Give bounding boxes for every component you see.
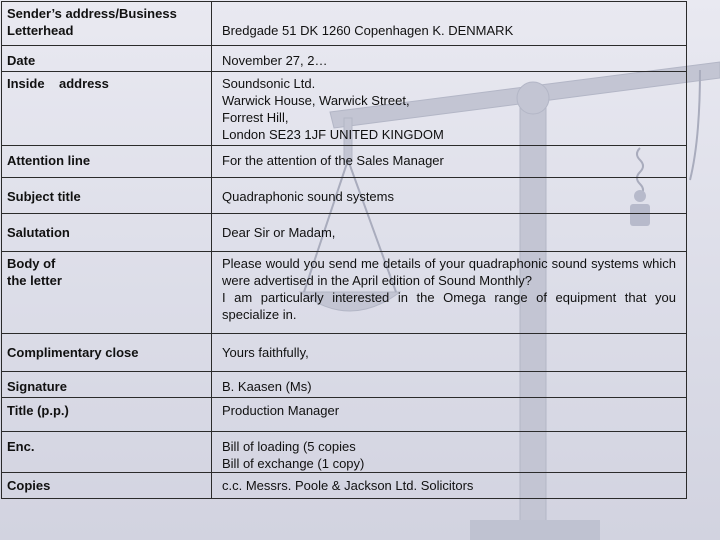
row-label: Salutation	[2, 214, 212, 252]
row-label	[2, 252, 212, 334]
table-row-inside-address	[2, 72, 687, 146]
row-label: Signature	[2, 372, 212, 398]
row-label: Inside address	[2, 72, 212, 146]
table-row-sender	[2, 2, 687, 46]
table-row-salutation	[2, 214, 687, 252]
row-value: Bill of loading (5 copies Bill of exchange (1 copy)	[212, 432, 687, 473]
table-row-copies	[2, 473, 687, 499]
row-value: Quadraphonic sound systems	[212, 178, 687, 214]
row-label: Attention line	[2, 146, 212, 178]
table-row-enclosures	[2, 432, 687, 473]
table-row-signature	[2, 372, 687, 398]
row-value: Bredgade 51 DK 1260 Copenhagen K. DENMARK	[212, 2, 687, 46]
row-label: Date	[2, 46, 212, 72]
row-value: c.c. Messrs. Poole & Jackson Ltd. Solicitors	[212, 473, 687, 499]
row-label: Title (p.p.)	[2, 398, 212, 432]
row-value: Dear Sir or Madam,	[212, 214, 687, 252]
letter-layout-table	[1, 1, 687, 499]
table-row-complimentary-close	[2, 334, 687, 372]
row-label-text: Body of the letter	[7, 256, 62, 288]
table-row-date	[2, 46, 687, 72]
row-label: Copies	[2, 473, 212, 499]
row-value: Please would you send me details of your quadraphonic sound systems which were advertised in the April edition of Sound Monthly? I am particularly interested in the Omega range of equipment that you specialize in.	[212, 252, 687, 334]
row-value: For the attention of the Sales Manager	[212, 146, 687, 178]
table-row-title	[2, 398, 687, 432]
row-value: Soundsonic Ltd. Warwick House, Warwick Street, Forrest Hill, London SE23 1JF UNITED KINGDOM	[212, 72, 687, 146]
row-value: B. Kaasen (Ms)	[212, 372, 687, 398]
row-value: Production Manager	[212, 398, 687, 432]
row-label: Sender’s address/Business Letterhead	[2, 2, 212, 46]
table-row-attention	[2, 146, 687, 178]
table-row-body	[2, 252, 687, 334]
row-label: Enc.	[2, 432, 212, 473]
row-value: Yours faithfully,	[212, 334, 687, 372]
table-row-subject	[2, 178, 687, 214]
row-value: November 27, 2…	[212, 46, 687, 72]
row-label: Complimentary close	[2, 334, 212, 372]
row-label: Subject title	[2, 178, 212, 214]
